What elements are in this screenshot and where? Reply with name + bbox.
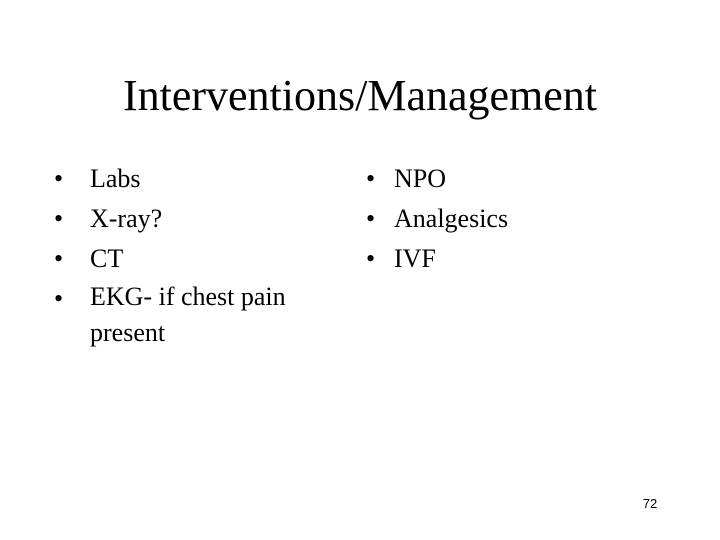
left-bullet-list: [50, 159, 340, 353]
list-item: [50, 239, 340, 279]
bullet-icon: •: [54, 284, 64, 313]
list-item: [50, 159, 340, 199]
bullet-text: Labs: [90, 164, 141, 193]
bullet-icon: •: [366, 164, 376, 193]
list-item: [50, 199, 340, 239]
list-item: [364, 199, 664, 239]
bullet-text: Analgesics: [394, 204, 509, 233]
bullet-icon: •: [366, 204, 376, 233]
bullet-icon: •: [366, 244, 376, 273]
bullet-icon: •: [54, 164, 64, 193]
list-item: [50, 279, 340, 353]
list-item: [364, 239, 664, 279]
page-number: 72: [642, 496, 658, 511]
bullet-text: X-ray?: [90, 204, 163, 233]
right-bullet-list: [364, 159, 664, 279]
bullet-text: IVF: [394, 244, 436, 273]
bullet-text: CT: [90, 244, 124, 273]
bullet-text: EKG- if chest pain present: [90, 282, 286, 347]
slide-title: Interventions/Management: [122, 71, 598, 120]
bullet-icon: •: [54, 244, 64, 273]
bullet-icon: •: [54, 204, 64, 233]
list-item: [364, 159, 664, 199]
bullet-text: NPO: [394, 164, 447, 193]
